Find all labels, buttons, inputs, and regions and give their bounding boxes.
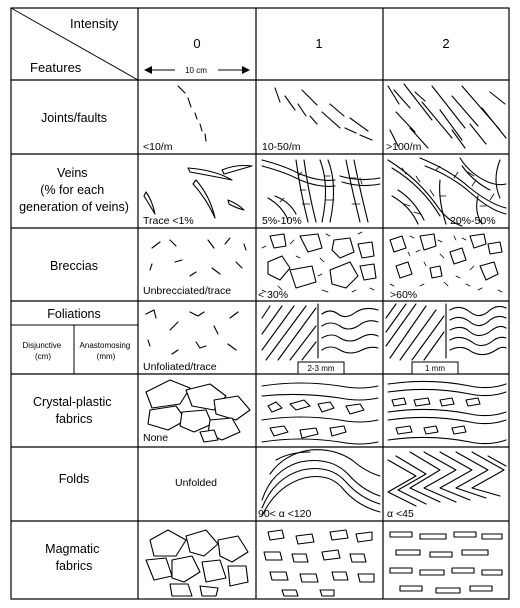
breccias-label-2: >60% bbox=[390, 289, 418, 301]
level-2-label: 2 bbox=[442, 36, 450, 51]
sketch-magmatic-1 bbox=[264, 530, 374, 596]
sketch-breccias-1-clasts bbox=[268, 234, 376, 288]
veins-label-1: 5%-10% bbox=[262, 215, 302, 227]
joints-label-1: 10-50/m bbox=[262, 141, 301, 153]
features-label: Features bbox=[30, 60, 82, 75]
breccias-label-1: < 30% bbox=[258, 289, 289, 301]
feature-veins: Veins (% for each generation of veins) bbox=[19, 166, 129, 214]
veins-label-2: 20%-50% bbox=[450, 215, 496, 227]
sketch-crystal-1 bbox=[262, 383, 378, 444]
sketch-foliations-2 bbox=[386, 304, 506, 360]
sketch-magmatic-0 bbox=[146, 530, 248, 596]
sketch-folds-1 bbox=[262, 450, 380, 516]
sketch-veins-0 bbox=[144, 166, 252, 219]
sketch-joints-1 bbox=[275, 88, 372, 140]
sketch-magmatic-2 bbox=[390, 532, 502, 593]
intensity-label: Intensity bbox=[70, 16, 119, 31]
sketch-breccias-2-clasts bbox=[390, 234, 502, 280]
sketch-folds-2 bbox=[388, 452, 506, 506]
folds-label-2: α <45 bbox=[387, 508, 414, 520]
sketch-breccias-1-fragments bbox=[262, 232, 374, 292]
foliations-label-2: 1 mm bbox=[425, 364, 445, 373]
sketch-foliations-1 bbox=[262, 304, 378, 360]
feature-joints-faults: Joints/faults bbox=[40, 111, 108, 125]
foliation-disjunctive-label: Disjunctive (cm) bbox=[22, 341, 62, 361]
folds-label-1: 90< α <120 bbox=[258, 508, 312, 520]
sketch-joints-0 bbox=[178, 86, 206, 141]
folds-label-0: Unfolded bbox=[174, 477, 218, 489]
feature-breccias: Breccias bbox=[50, 259, 98, 273]
scale-bar-label: 10 cm bbox=[185, 66, 207, 75]
sketch-veins-1 bbox=[262, 160, 380, 222]
breccias-label-0: Unbrecciated/trace bbox=[143, 285, 232, 297]
level-0-label: 0 bbox=[193, 36, 201, 51]
sketch-crystal-2 bbox=[388, 381, 506, 443]
foliation-anastomosing-label: Anastomosing (mm) bbox=[79, 341, 131, 361]
feature-crystal-plastic: Crystal-plastic fabrics bbox=[33, 395, 112, 426]
joints-label-2: >100/m bbox=[386, 141, 422, 153]
foliations-label-1: 2-3 mm bbox=[307, 364, 335, 373]
foliations-label-0: Unfoliated/trace bbox=[143, 361, 217, 373]
feature-magmatic: Magmatic fabrics bbox=[45, 542, 100, 573]
veins-label-0: Trace <1% bbox=[143, 215, 194, 227]
feature-folds: Folds bbox=[58, 472, 90, 486]
joints-label-0: <10/m bbox=[143, 141, 173, 153]
level-1-label: 1 bbox=[315, 36, 323, 51]
crystal-label-0: None bbox=[143, 432, 169, 444]
feature-foliations: Foliations bbox=[47, 307, 101, 321]
sketch-breccias-0 bbox=[150, 238, 246, 276]
sketch-joints-2 bbox=[388, 84, 506, 148]
sketch-foliations-0 bbox=[146, 310, 238, 354]
